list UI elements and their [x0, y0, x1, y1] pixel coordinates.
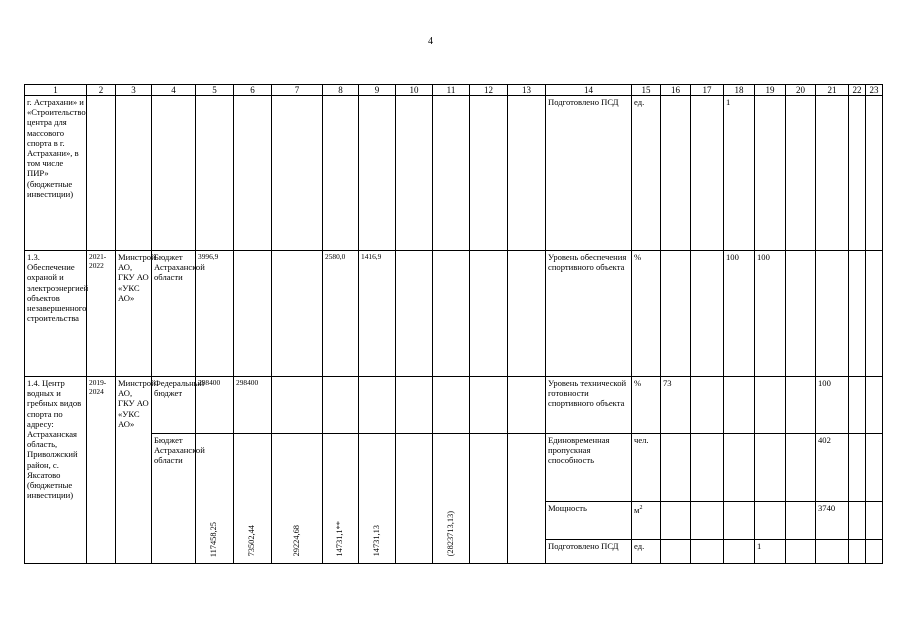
indicator-unit: ед.	[632, 96, 661, 251]
header-cell: 17	[691, 85, 724, 96]
header-cell: 14	[546, 85, 632, 96]
header-cell: 6	[234, 85, 272, 96]
header-cell: 23	[866, 85, 883, 96]
value-cell: 298400	[234, 377, 272, 434]
header-cell: 10	[396, 85, 433, 96]
indicator-unit: чел.	[632, 434, 661, 502]
indicator-name: Подготовлено ПСД	[546, 96, 632, 251]
value-cell: 402	[816, 434, 849, 502]
funding-source: Бюджет Астраханской области	[152, 434, 196, 564]
value-cell: 29224,68	[291, 525, 301, 557]
value-cell: 100	[724, 251, 755, 377]
value-cell: 100	[755, 251, 786, 377]
indicator-name: Единовременная пропускная способность	[546, 434, 632, 502]
header-cell: 16	[661, 85, 691, 96]
value-cell: 1	[755, 540, 786, 564]
value-cell: 73502,44	[247, 525, 257, 557]
value-cell: (2823713,13)	[445, 511, 455, 557]
header-cell: 22	[849, 85, 866, 96]
item-name: 1.4. Центр водных и гребных видов спорта по адресу: Астраханская область, Приволжский район, с. Яксатово (бюджетные инвестиции)	[25, 377, 87, 564]
header-cell: 2	[87, 85, 116, 96]
funding-source: Бюджет Астраханской области	[152, 251, 196, 377]
header-cell: 20	[786, 85, 816, 96]
header-cell: 1	[25, 85, 87, 96]
indicator-unit: %	[632, 377, 661, 434]
page-number: 4	[428, 36, 433, 47]
header-cell: 19	[755, 85, 786, 96]
value-cell: 73	[661, 377, 691, 434]
header-cell: 18	[724, 85, 755, 96]
header-row	[25, 85, 883, 96]
table-row	[25, 251, 883, 377]
indicator-name: Мощность	[546, 502, 632, 540]
indicator-name: Уровень обеспечения спортивного объекта	[546, 251, 632, 377]
header-cell: 8	[323, 85, 359, 96]
indicator-name: Уровень технической готовности спортивного объекта	[546, 377, 632, 434]
years-cell: 2019-2024	[87, 377, 116, 564]
executor-cell: Минстрой АО, ГКУ АО «УКС АО»	[116, 377, 152, 564]
value-cell: 117458,25	[209, 521, 219, 557]
header-cell: 21	[816, 85, 849, 96]
header-cell: 5	[196, 85, 234, 96]
table-row	[25, 96, 883, 251]
indicator-unit: %	[632, 251, 661, 377]
value-cell: 298400	[196, 377, 234, 434]
value-cell: 14731,13	[371, 525, 381, 557]
header-cell: 12	[470, 85, 508, 96]
header-cell: 13	[508, 85, 546, 96]
value-cell: 100	[816, 377, 849, 434]
funding-source: Федеральный бюджет	[152, 377, 196, 434]
value-cell: 3740	[816, 502, 849, 540]
table-row	[25, 434, 883, 502]
header-cell: 9	[359, 85, 396, 96]
item-name: г. Астрахани» и «Строительство центра для массового спорта в г. Астрахани», в том числе ПИР» (бюджетные инвестиции)	[25, 96, 87, 251]
header-cell: 11	[433, 85, 470, 96]
value-cell: 3996,9	[196, 251, 234, 377]
indicator-name: Подготовлено ПСД	[546, 540, 632, 564]
indicator-table	[24, 84, 883, 564]
indicator-unit: $м^2$	[632, 502, 661, 540]
header-cell: 7	[272, 85, 323, 96]
value-cell: 2580,0	[323, 251, 359, 377]
header-cell: 15	[632, 85, 661, 96]
value-cell: 14731,1**	[335, 521, 345, 557]
item-name: 1.3. Обеспечение охраной и электроэнергией объектов незавершенного строительства	[25, 251, 87, 377]
value-cell: 1	[724, 96, 755, 251]
years-cell: 2021-2022	[87, 251, 116, 377]
value-cell: 1416,9	[359, 251, 396, 377]
header-cell: 4	[152, 85, 196, 96]
indicator-unit: ед.	[632, 540, 661, 564]
executor-cell: Минстрой АО, ГКУ АО «УКС АО»	[116, 251, 152, 377]
header-cell: 3	[116, 85, 152, 96]
table-row	[25, 377, 883, 434]
